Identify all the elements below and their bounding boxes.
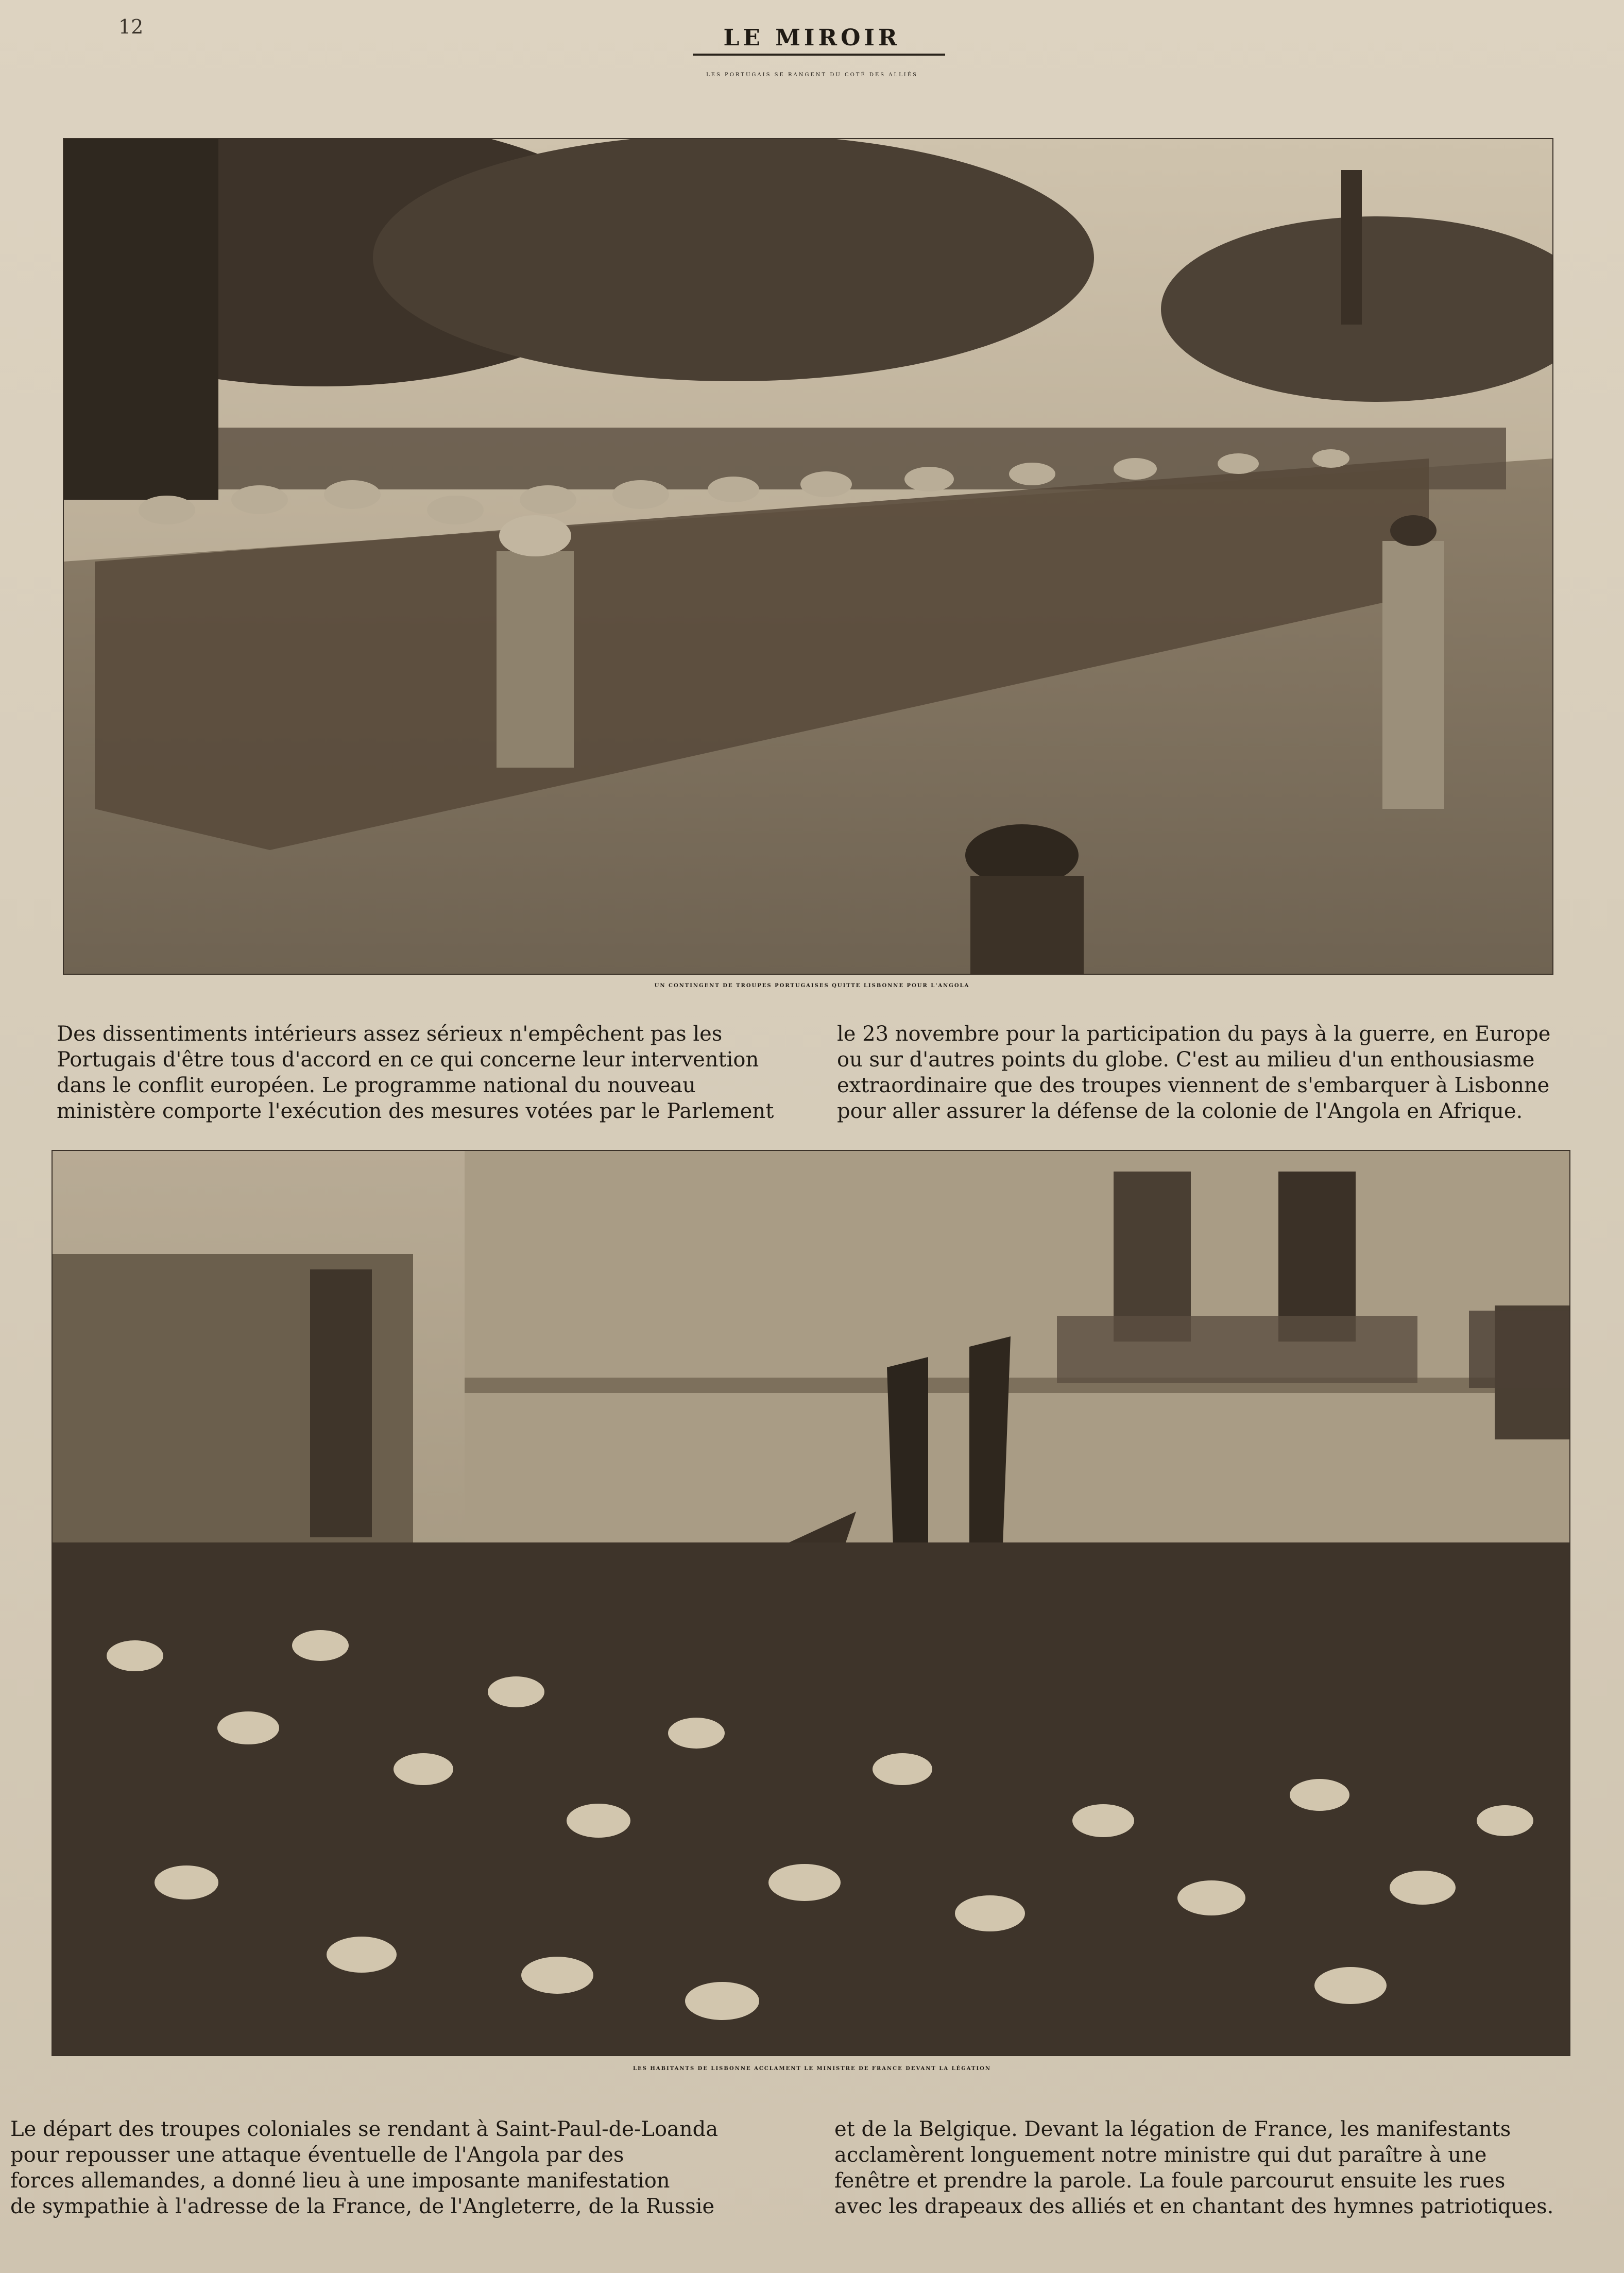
text-line: forces allemandes, a donné lieu à une imposante manifestation: [10, 2169, 670, 2193]
text-line: pour repousser une attaque éventuelle de l'Angola par des: [10, 2143, 624, 2167]
troops-photo-illustration: [64, 139, 1552, 974]
crowd-photo-illustration: [53, 1151, 1569, 2055]
text-line: le 23 novembre pour la participation du pays à la guerre, en Europe: [837, 1022, 1551, 1046]
text-line: extraordinaire que des troupes viennent de s'embarquer à Lisbonne: [837, 1074, 1550, 1097]
headline: LES PORTUGAIS SE RANGENT DU COTÉ DES ALLIÉS: [706, 72, 918, 78]
text-line: de sympathie à l'adresse de la France, de l'Angleterre, de la Russie: [10, 2195, 715, 2218]
masthead-rule: [693, 54, 945, 56]
top-article-left-column: [57, 1021, 798, 1124]
text-line: ministère comporte l'exécution des mesures votées par le Parlement: [57, 1099, 774, 1123]
text-line: acclamèrent longuement notre ministre qui dut paraître à une: [834, 2143, 1487, 2167]
bottom-article-left-column: [10, 2116, 793, 2219]
text-line: Des dissentiments intérieurs assez sérieux n'empêchent pas les: [57, 1022, 723, 1046]
masthead: LE MIROIR: [723, 25, 901, 51]
photo-troops-marching: [63, 138, 1553, 975]
top-article-right-column: [837, 1021, 1574, 1124]
text-line: fenêtre et prendre la parole. La foule parcourut ensuite les rues: [834, 2169, 1506, 2193]
text-line: pour aller assurer la défense de la colonie de l'Angola en Afrique.: [837, 1099, 1523, 1123]
page-number: 12: [118, 15, 144, 38]
text-line: et de la Belgique. Devant la légation de France, les manifestants: [834, 2117, 1511, 2141]
bottom-article-right-column: [834, 2116, 1612, 2219]
bottom-caption-title: LES HABITANTS DE LISBONNE ACCLAMENT LE MINISTRE DE FRANCE DEVANT LA LÉGATION: [633, 2066, 991, 2072]
text-line: dans le conflit européen. Le programme national du nouveau: [57, 1074, 696, 1097]
text-line: Le départ des troupes coloniales se rendant à Saint-Paul-de-Loanda: [10, 2117, 719, 2141]
photo-crowd-legation: [52, 1150, 1570, 2056]
text-line: avec les drapeaux des alliés et en chantant des hymnes patriotiques.: [834, 2195, 1554, 2218]
top-caption-title: UN CONTINGENT DE TROUPES PORTUGAISES QUITTE LISBONNE POUR L'ANGOLA: [654, 983, 970, 989]
text-line: Portugais d'être tous d'accord en ce qui concerne leur intervention: [57, 1048, 759, 1072]
text-line: ou sur d'autres points du globe. C'est au milieu d'un enthousiasme: [837, 1048, 1535, 1072]
